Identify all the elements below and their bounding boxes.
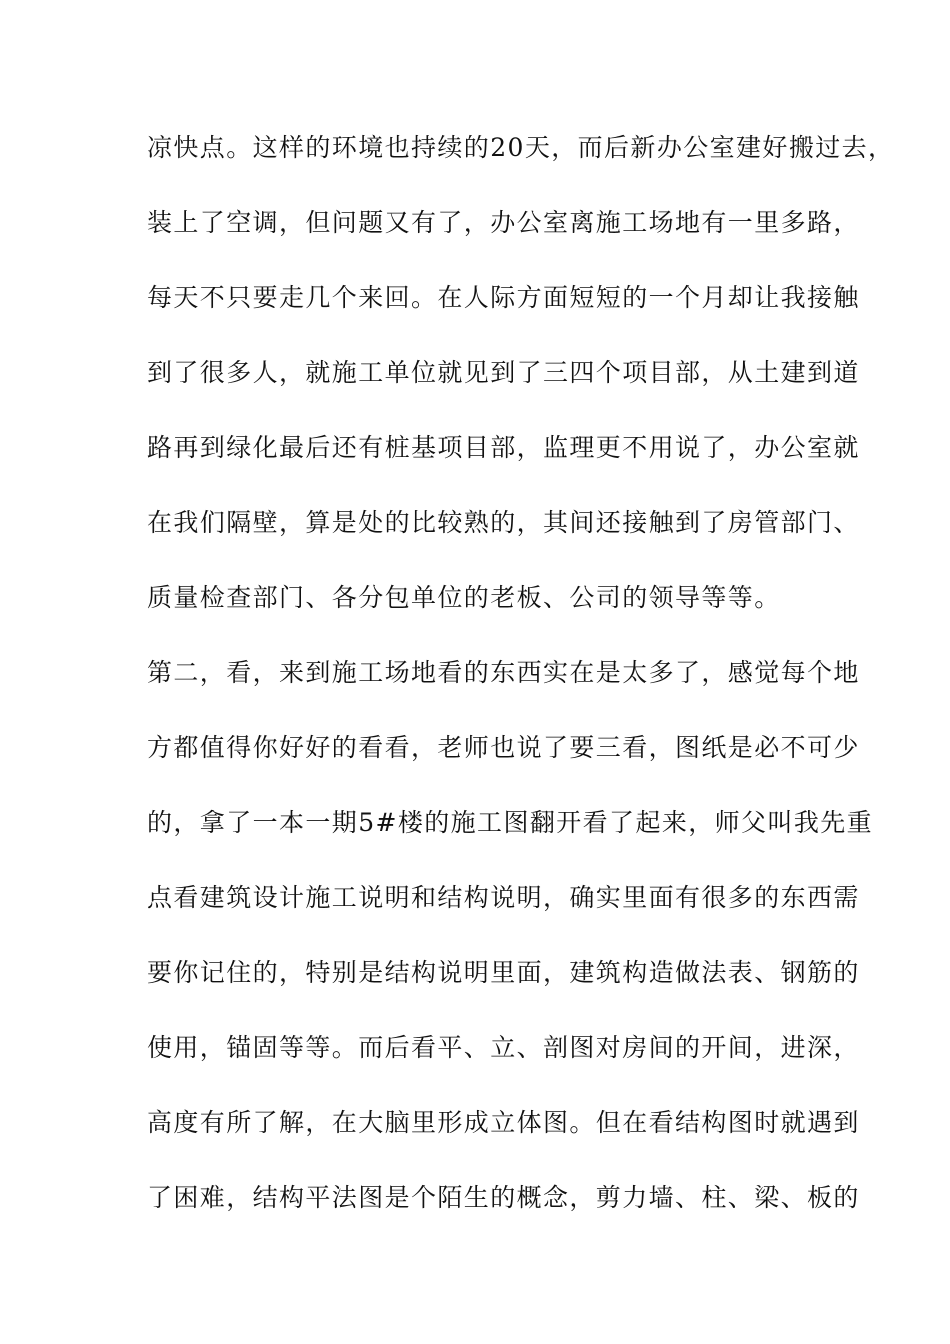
- text-line: 高度有所了解，在大脑里形成立体图。但在看结构图时就遇到: [147, 1108, 860, 1137]
- paragraph-start-line: 第二，看，来到施工场地看的东西实在是太多了，感觉每个地: [147, 658, 860, 687]
- text-line: 到了很多人，就施工单位就见到了三四个项目部，从土建到道: [147, 358, 860, 387]
- text-line: 要你记住的，特别是结构说明里面，建筑构造做法表、钢筋的: [147, 958, 860, 987]
- text-line: 每天不只要走几个来回。在人际方面短短的一个月却让我接触: [147, 283, 860, 312]
- text-line: 质量检查部门、各分包单位的老板、公司的领导等等。: [147, 583, 781, 612]
- text-line: 在我们隔壁，算是处的比较熟的，其间还接触到了房管部门、: [147, 508, 860, 537]
- text-line: 凉快点。这样的环境也持续的20天，而后新办公室建好搬过去，: [147, 133, 895, 162]
- text-line: 使用，锚固等等。而后看平、立、剖图对房间的开间，进深，: [147, 1033, 860, 1062]
- text-line: 路再到绿化最后还有桩基项目部，监理更不用说了，办公室就: [147, 433, 860, 462]
- text-line: 点看建筑设计施工说明和结构说明，确实里面有很多的东西需: [147, 883, 860, 912]
- text-line: 的，拿了一本一期5#楼的施工图翻开看了起来，师父叫我先重: [147, 808, 874, 837]
- text-line: 方都值得你好好的看看，老师也说了要三看，图纸是必不可少: [147, 733, 860, 762]
- text-line: 了困难，结构平法图是个陌生的概念，剪力墙、柱、梁、板的: [147, 1183, 860, 1212]
- text-line: 装上了空调，但问题又有了，办公室离施工场地有一里多路，: [147, 208, 860, 237]
